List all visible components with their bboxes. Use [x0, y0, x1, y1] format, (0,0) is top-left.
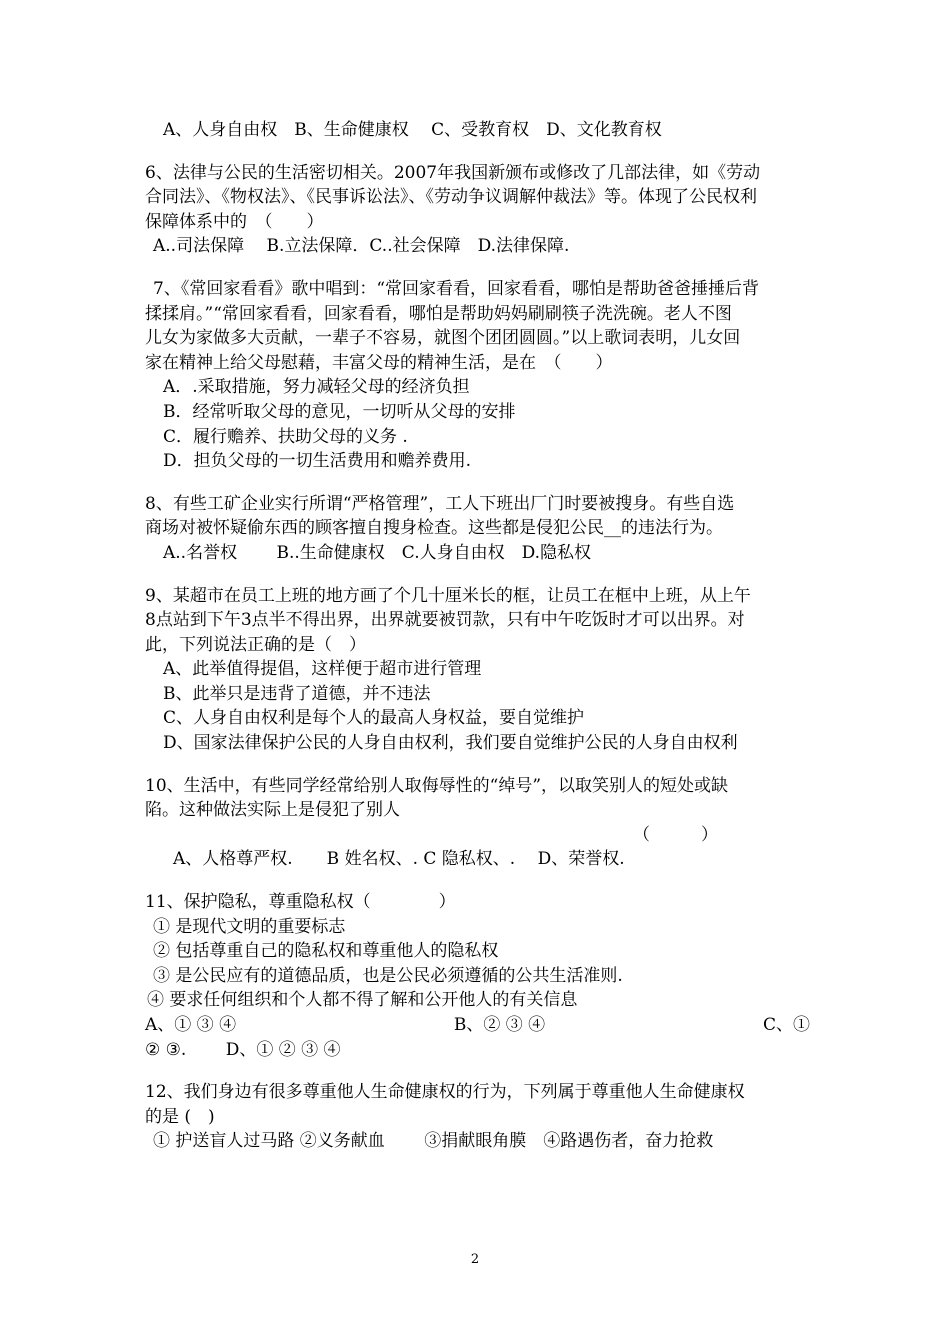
q9-line1: 9、某超市在员工上班的地方画了个几十厘米长的框，让员工在框中上班，从上午: [145, 585, 751, 606]
q10-options: A、人格尊严权. B 姓名权、. C 隐私权、. D、荣誉权.: [173, 849, 625, 870]
q9-option-b: B、此举只是违背了道德，并不违法: [163, 683, 431, 704]
q11-item3: ③ 是公民应有的道德品质，也是公民必须遵循的公共生活准则.: [153, 965, 623, 986]
q7-option-c: C．履行赡养、扶助父母的义务 .: [163, 426, 408, 447]
q11-options-row2: ② ③. D、① ② ③ ④: [145, 1039, 341, 1060]
q7-option-b: B．经常听取父母的意见，一切听从父母的安排: [163, 401, 516, 422]
q9-line3: 此，下列说法正确的是（ ）: [145, 634, 366, 655]
q11-options-row: [145, 1013, 810, 1038]
q6-line2: 合同法》、《物权法》、《民事诉讼法》、《劳动争议调解仲裁法》等。体现了公民权利: [145, 187, 757, 208]
q12-line2: 的是 ( ): [145, 1106, 215, 1127]
q11-option-b: B、② ③ ④: [453, 1015, 546, 1035]
q9-option-d: D、国家法律保护公民的人身自由权利，我们要自觉维护公民的人身自由权利: [163, 733, 738, 754]
q8-options: A..名誉权 B..生命健康权 C.人身自由权 D.隐私权: [163, 542, 592, 563]
q8-line1: 8、有些工矿企业实行所谓“严格管理”，工人下班出厂门时要被搜身。有些自选: [145, 493, 735, 514]
q7-line4: 家在精神上给父母慰藉，丰富父母的精神生活，是在 （ ）: [145, 352, 613, 373]
q6-line3: 保障体系中的 （ ）: [145, 211, 324, 232]
q9-option-c: C、人身自由权利是每个人的最高人身权益，要自觉维护: [163, 708, 585, 729]
q5-options: A、人身自由权 B、生命健康权 C、受教育权 D、文化教育权: [163, 120, 662, 140]
q10-answer-paren: （ ）: [633, 824, 718, 845]
q11-option-a: A、① ③ ④: [145, 1015, 237, 1035]
q7-option-d: D．担负父母的一切生活费用和赡养费用.: [163, 451, 472, 472]
q10-line1: 10、生活中，有些同学经常给别人取侮辱性的“绰号”，以取笑别人的短处或缺: [145, 775, 729, 796]
page-number: 2: [470, 1252, 480, 1267]
q12-line1: 12、我们身边有很多尊重他人生命健康权的行为，下列属于尊重他人生命健康权: [145, 1082, 745, 1103]
q7-line2: 揉揉肩。”“常回家看看，回家看看，哪怕是帮助妈妈刷刷筷子洗洗碗。老人不图: [145, 303, 732, 324]
q9-option-a: A、此举值得提倡，这样便于超市进行管理: [163, 659, 482, 680]
q11-item2: ② 包括尊重自己的隐私权和尊重他人的隐私权: [153, 941, 499, 962]
q11-line1: 11、保护隐私，尊重隐私权（ ）: [145, 892, 456, 913]
document-body: [145, 118, 810, 1154]
q6-line1: 6、法律与公民的生活密切相关。2007年我国新颁布或修改了几部法律，如《劳动: [145, 162, 761, 183]
q7-line3: 儿女为家做多大贡献，一辈子不容易，就图个团团圆圆。”以上歌词表明，儿女回: [145, 328, 741, 349]
q10-line2: 陷。这种做法实际上是侵犯了别人: [145, 800, 400, 821]
q11-option-c-start: C、①: [762, 1015, 810, 1035]
q11-item1: ① 是现代文明的重要标志: [153, 916, 346, 937]
q11-item4: ④ 要求任何组织和个人都不得了解和公开他人的有关信息: [147, 990, 578, 1011]
q6-options: A..司法保障 B.立法保障．C..社会保障 D.法律保障.: [153, 236, 570, 257]
q12-items: ① 护送盲人过马路 ②义务献血 ③捐献眼角膜 ④路遇伤者，奋力抢救: [153, 1131, 714, 1152]
q7-option-a: A．.采取措施，努力减轻父母的经济负担: [163, 377, 470, 398]
q7-line1: 7、《常回家看看》歌中唱到：“常回家看看，回家看看，哪怕是帮助爸爸捶捶后背: [153, 278, 760, 299]
q9-line2: 8点站到下午3点半不得出界，出界就要被罚款，只有中午吃饭时才可以出界。对: [145, 610, 745, 631]
q8-line2: 商场对被怀疑偷东西的顾客擅自搜身检查。这些都是侵犯公民__的违法行为。: [145, 518, 723, 539]
